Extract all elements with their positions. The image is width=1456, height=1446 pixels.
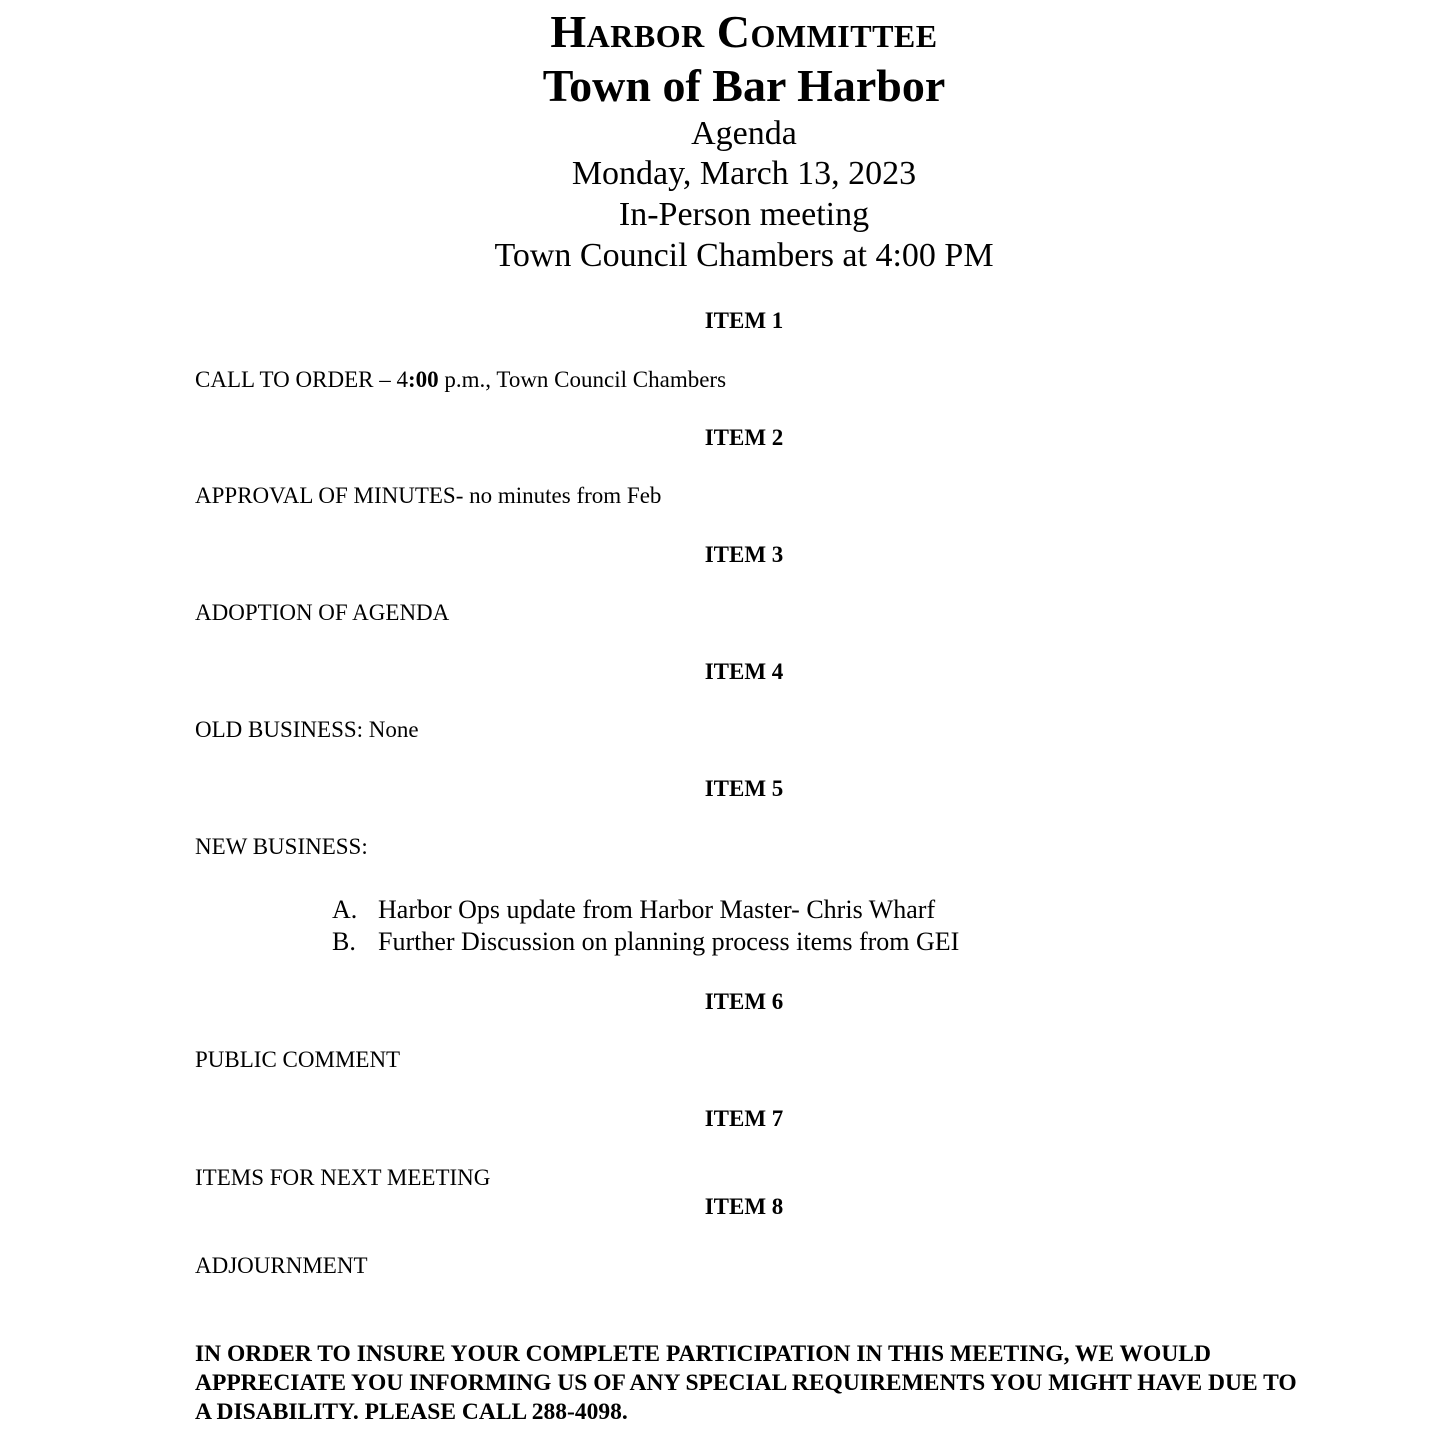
meeting-date: Monday, March 13, 2023 — [571, 155, 917, 192]
item-5-heading: ITEM 5 — [704, 776, 784, 801]
item-8-heading: ITEM 8 — [704, 1194, 784, 1219]
item-7-body: ITEMS FOR NEXT MEETING — [195, 1165, 491, 1190]
subitem-b-letter: B. — [332, 927, 356, 956]
town-title: Town of Bar Harbor — [542, 60, 946, 111]
item-4-body: OLD BUSINESS: None — [195, 717, 419, 742]
item-5-body: NEW BUSINESS: — [195, 834, 368, 859]
item-6-heading: ITEM 6 — [704, 989, 784, 1014]
item-1-body-location: p.m., Town Council Chambers — [438, 367, 727, 392]
item-8-body: ADJOURNMENT — [195, 1253, 368, 1278]
subitem-a-letter: A. — [332, 895, 358, 924]
item-2-body: APPROVAL OF MINUTES- no minutes from Feb — [195, 483, 662, 508]
item-4-heading: ITEM 4 — [704, 659, 784, 684]
meeting-type: In-Person meeting — [618, 196, 870, 233]
meeting-location-time: Town Council Chambers at 4:00 PM — [494, 237, 994, 274]
item-1-body-text: CALL TO ORDER – 4 — [195, 367, 408, 392]
item-1-body-time: :00 — [407, 367, 439, 392]
item-5-subitem-a — [332, 894, 935, 926]
item-1-body — [195, 365, 726, 395]
document-type: Agenda — [691, 115, 797, 152]
subitem-a-text: Harbor Ops update from Harbor Master- Chris Wharf — [378, 895, 936, 924]
item-5-subitem-b — [332, 926, 959, 958]
item-1-heading: ITEM 1 — [704, 308, 784, 333]
disability-notice: IN ORDER TO INSURE YOUR COMPLETE PARTICIPATION IN THIS MEETING, WE WOULD APPRECIATE YOU INFORMING US OF ANY SPECIAL REQUIREMENTS YOU MIGHT HAVE DUE TO A DISABILITY. PLEASE CALL 288-4098. — [195, 1341, 1297, 1425]
subitem-b-text: Further Discussion on planning process items from GEI — [378, 927, 960, 956]
item-6-body: PUBLIC COMMENT — [195, 1047, 401, 1072]
committee-title: Harbor Committee — [550, 6, 938, 57]
item-7-heading: ITEM 7 — [704, 1106, 784, 1131]
item-3-heading: ITEM 3 — [704, 542, 784, 567]
item-2-heading: ITEM 2 — [704, 425, 784, 450]
item-3-body: ADOPTION OF AGENDA — [195, 600, 450, 625]
